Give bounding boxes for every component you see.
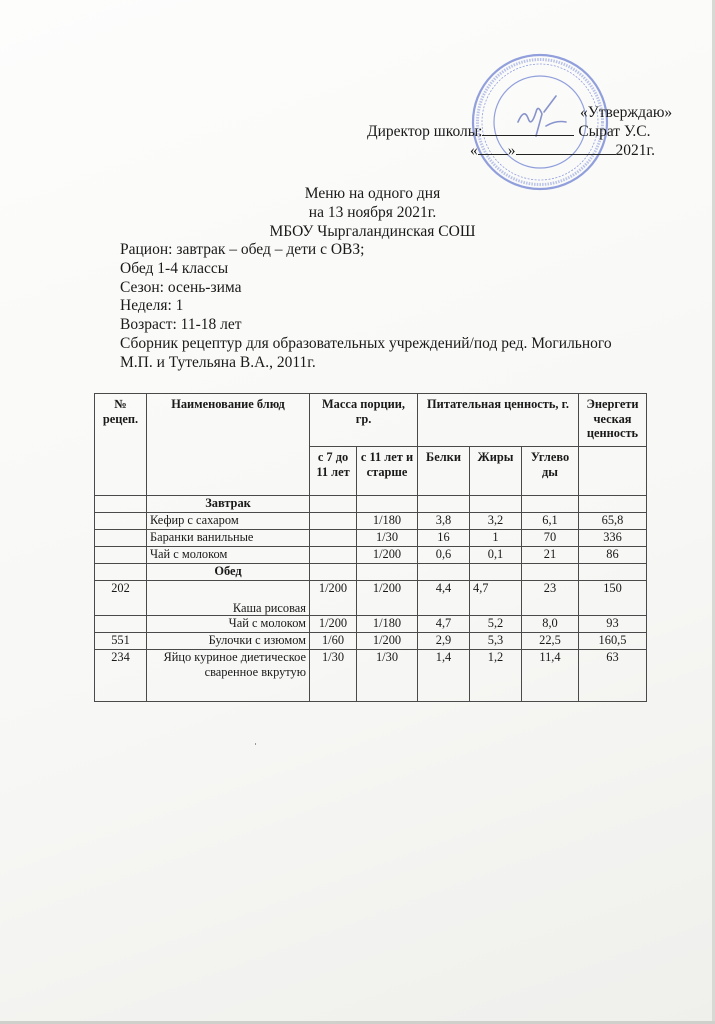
- cell-mass-7-11: 1/30: [310, 650, 357, 702]
- info-age: Возраст: 11-18 лет: [120, 316, 242, 334]
- header-dish-name: Наименование блюд: [147, 394, 310, 496]
- header-energy-value: Энергети ческая ценность: [579, 394, 647, 447]
- cell-proteins: 4,7: [418, 616, 470, 633]
- cell-recipe-no: [95, 547, 147, 564]
- cell-mass-11-plus: 1/30: [357, 530, 418, 547]
- section-title: Обед: [147, 564, 310, 581]
- section-empty-cell: [470, 564, 522, 581]
- approval-director-line: [367, 121, 651, 141]
- date-open-quote: «: [470, 142, 478, 159]
- cell-energy: 336: [579, 530, 647, 547]
- cell-proteins: 2,9: [418, 633, 470, 650]
- cell-recipe-no: 551: [95, 633, 147, 650]
- section-empty-cell: [310, 564, 357, 581]
- section-empty-cell: [95, 496, 147, 513]
- section-empty-cell: [310, 496, 357, 513]
- header-age-7-11: с 7 до 11 лет: [310, 447, 357, 496]
- cell-proteins: 4,4: [418, 581, 470, 616]
- info-lunch-classes: Обед 1-4 классы: [120, 259, 229, 277]
- cell-fats: 5,2: [470, 616, 522, 633]
- cell-carbs: 22,5: [522, 633, 579, 650]
- cell-recipe-no: [95, 616, 147, 633]
- cell-dish-name: Булочки с изюмом: [147, 633, 310, 650]
- date-day-blank: [478, 140, 508, 155]
- cell-proteins: 16: [418, 530, 470, 547]
- info-source-line-2: М.П. и Тутельяна В.А., 2011г.: [120, 353, 316, 371]
- cell-mass-7-11: 1/60: [310, 633, 357, 650]
- section-empty-cell: [579, 564, 647, 581]
- cell-mass-11-plus: 1/180: [357, 513, 418, 530]
- cell-recipe-no: 234: [95, 650, 147, 702]
- section-row: [95, 496, 647, 513]
- section-empty-cell: [418, 564, 470, 581]
- cell-carbs: 70: [522, 530, 579, 547]
- cell-mass-7-11: [310, 513, 357, 530]
- cell-dish-name: Баранки ванильные: [147, 530, 310, 547]
- header-nutritional-value: Питательная ценность, г.: [418, 394, 579, 447]
- table-row: [95, 513, 647, 530]
- cell-proteins: 1,4: [418, 650, 470, 702]
- cell-energy: 63: [579, 650, 647, 702]
- title-line-1: Меню на одного дня: [304, 185, 441, 202]
- date-close-quote: »: [507, 142, 516, 159]
- cell-dish-name: Чай с молоком: [147, 547, 310, 564]
- section-empty-cell: [579, 496, 647, 513]
- section-empty-cell: [357, 564, 418, 581]
- info-source-line-1: Сборник рецептур для образовательных учреждений/под ред. Могильного: [120, 334, 612, 352]
- title-line-3: МБОУ Чыргаландинская СОШ: [269, 223, 476, 240]
- cell-energy: 93: [579, 616, 647, 633]
- header-portion-mass: Масса порции, гр.: [310, 394, 418, 447]
- table-row: [95, 633, 647, 650]
- table-row: [95, 530, 647, 547]
- date-month-blank: [516, 140, 616, 155]
- approval-date-line: [470, 140, 655, 160]
- cell-recipe-no: 202: [95, 581, 147, 616]
- cell-recipe-no: [95, 513, 147, 530]
- cell-mass-7-11: 1/200: [310, 616, 357, 633]
- director-name: Сырат У.С.: [578, 123, 651, 140]
- cell-energy: 160,5: [579, 633, 647, 650]
- approval-title: «Утверждаю»: [580, 104, 673, 121]
- cell-energy: 65,8: [579, 513, 647, 530]
- info-season: Сезон: осень-зима: [120, 278, 242, 296]
- cell-proteins: 3,8: [418, 513, 470, 530]
- header-recipe-no: № рецеп.: [95, 394, 147, 496]
- cell-carbs: 8,0: [522, 616, 579, 633]
- table-header-row: [95, 394, 647, 447]
- table-row: [95, 616, 647, 633]
- cell-fats: 4,7: [470, 581, 522, 616]
- cell-carbs: 11,4: [522, 650, 579, 702]
- cell-mass-11-plus: 1/180: [357, 616, 418, 633]
- table-row: [95, 650, 647, 702]
- section-empty-cell: [95, 564, 147, 581]
- cell-fats: 5,3: [470, 633, 522, 650]
- section-empty-cell: [522, 496, 579, 513]
- director-label: Директор школы:: [367, 123, 483, 140]
- cell-fats: 0,1: [470, 547, 522, 564]
- table-row: [95, 547, 647, 564]
- cell-mass-11-plus: 1/200: [357, 581, 418, 616]
- section-row: [95, 564, 647, 581]
- section-empty-cell: [418, 496, 470, 513]
- cell-fats: 1: [470, 530, 522, 547]
- header-fats: Жиры: [470, 447, 522, 496]
- table-row: [95, 581, 647, 616]
- document-title: [0, 184, 715, 241]
- date-year: 2021г.: [615, 142, 655, 159]
- cell-dish-name: Кефир с сахаром: [147, 513, 310, 530]
- cell-recipe-no: [95, 530, 147, 547]
- info-ration: Рацион: завтрак – обед – дети с ОВЗ;: [120, 241, 365, 258]
- info-week: Неделя: 1: [120, 297, 184, 315]
- menu-table: [94, 393, 647, 702]
- cell-carbs: 23: [522, 581, 579, 616]
- section-title: Завтрак: [147, 496, 310, 513]
- header-energy-empty: [579, 447, 647, 496]
- section-empty-cell: [522, 564, 579, 581]
- header-proteins: Белки: [418, 447, 470, 496]
- cell-energy: 150: [579, 581, 647, 616]
- cell-mass-7-11: 1/200: [310, 581, 357, 616]
- cell-dish-name: Каша рисовая: [147, 581, 310, 616]
- cell-mass-11-plus: 1/200: [357, 547, 418, 564]
- cell-fats: 1,2: [470, 650, 522, 702]
- cell-carbs: 21: [522, 547, 579, 564]
- cell-dish-name: Чай с молоком: [147, 616, 310, 633]
- cell-mass-7-11: [310, 547, 357, 564]
- section-empty-cell: [470, 496, 522, 513]
- table-body: [95, 496, 647, 702]
- cell-energy: 86: [579, 547, 647, 564]
- header-age-11-plus: с 11 лет и старше: [357, 447, 418, 496]
- cell-mass-7-11: [310, 530, 357, 547]
- cell-dish-name: Яйцо куриное диетическое сваренное вкрутую: [147, 650, 310, 702]
- scan-speck: [255, 743, 256, 745]
- signature-line: [482, 121, 574, 136]
- cell-mass-11-plus: 1/30: [357, 650, 418, 702]
- header-carbs: Углево ды: [522, 447, 579, 496]
- cell-proteins: 0,6: [418, 547, 470, 564]
- cell-mass-11-plus: 1/200: [357, 633, 418, 650]
- section-empty-cell: [357, 496, 418, 513]
- cell-carbs: 6,1: [522, 513, 579, 530]
- cell-fats: 3,2: [470, 513, 522, 530]
- menu-info: [120, 241, 612, 373]
- title-line-2: на 13 ноября 2021г.: [308, 204, 437, 221]
